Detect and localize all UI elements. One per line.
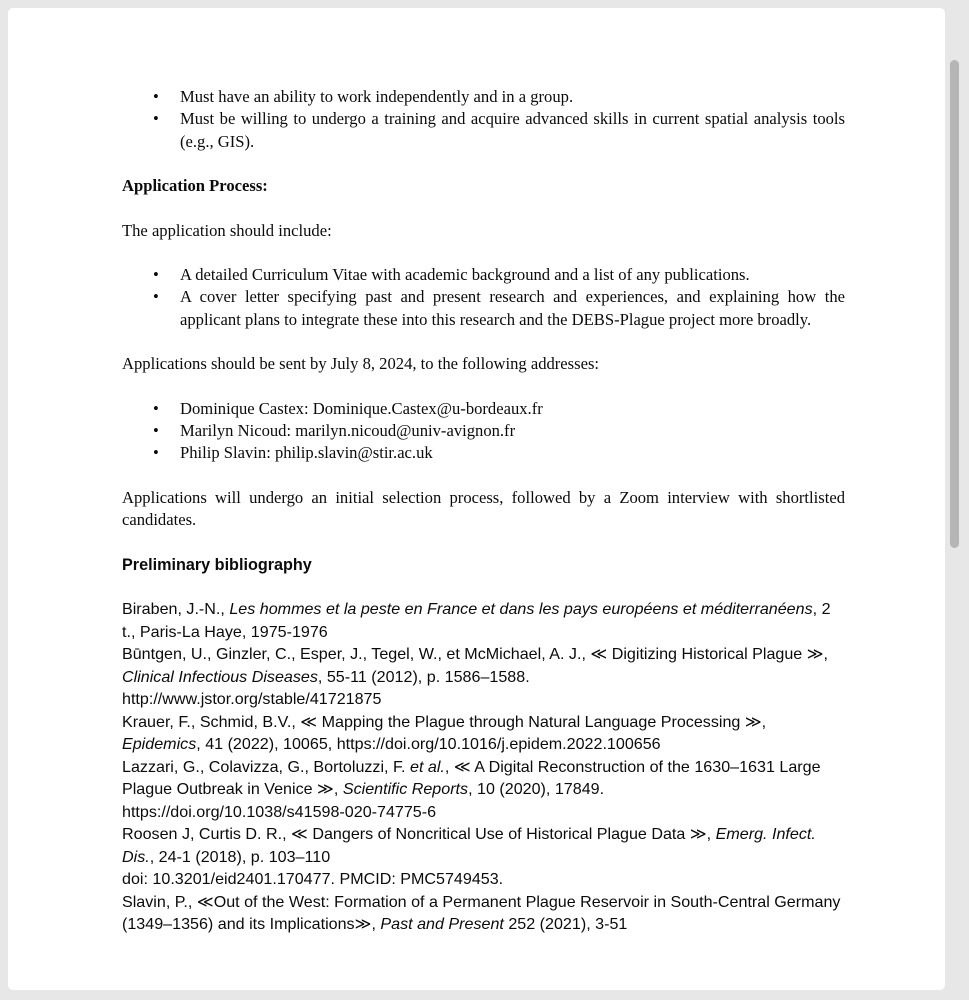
application-intro: The application should include:: [122, 220, 332, 240]
bibliography-text: , ≪ A Digital Reconstruction of the 1630–1631 Large Plague Outbreak in Venice ≫,: [122, 757, 821, 799]
bibliography-entry: [122, 643, 845, 688]
deadline-text: Applications should be sent by July 8, 2024, to the following addresses:: [122, 354, 600, 374]
bibliography-text-italic: Les hommes et la peste en France et dans les pays européens et méditerranéens: [229, 600, 813, 619]
requirement-item: • Must be willing to undergo a training and acquire advanced skills in current spatial analysis tools (e.g., GIS).: [180, 108, 845, 153]
bibliography-text-italic: Emerg. Infect. Dis.: [122, 825, 816, 866]
application-item: • A cover letter specifying past and present research and experiences, and explaining how the applicant plans to integrate these into this research and the DEBS-Plague project more broadly.: [180, 286, 845, 331]
bibliography-text: , 41 (2022), 10065, https://doi.org/10.1016/j.epidem.2022.100656: [196, 735, 661, 754]
requirement-item: • Must have an ability to work independently and in a group.: [180, 86, 845, 108]
bibliography-text: Roosen J, Curtis D. R., ≪ Dangers of Noncritical Use of Historical Plague Data ≫,: [122, 825, 716, 844]
bibliography-text-italic: Epidemics: [122, 735, 197, 754]
bibliography-text: Biraben, J.-N.,: [122, 600, 230, 619]
document-page: [8, 8, 945, 990]
bibliography-text: Krauer, F., Schmid, B.V., ≪ Mapping the Plague through Natural Language Processing ≫,: [122, 712, 767, 731]
bibliography-entry: [122, 598, 845, 643]
bibliography-text: Būntgen, U., Ginzler, C., Esper, J., Tegel, W., et McMichael, A. J., ≪ Digitizing Historical Plague ≫,: [122, 645, 829, 664]
contact-item: • Philip Slavin: philip.slavin@stir.ac.uk: [180, 442, 845, 464]
selection-text: Applications will undergo an initial selection process, followed by a Zoom interview with shortlisted candidates.: [122, 487, 845, 530]
requirements-list: [122, 86, 845, 153]
bibliography-entry: [122, 756, 845, 801]
contacts-list: [122, 398, 845, 465]
contact-item: • Dominique Castex: Dominique.Castex@u-bordeaux.fr: [180, 398, 845, 420]
bibliography-text: , 10 (2020), 17849.: [468, 780, 605, 799]
bibliography-text: , 24-1 (2018), p. 103–110: [149, 847, 331, 866]
bibliography-text-italic: et al.: [410, 757, 445, 776]
bibliography-text: , 55-11 (2012), p. 1586–1588.: [317, 667, 530, 686]
bibliography-heading: Preliminary bibliography: [122, 555, 312, 574]
bibliography-text: doi: 10.3201/eid2401.170477. PMCID: PMC5749453.: [122, 870, 504, 889]
bibliography-text: , 2 t., Paris-La Haye, 1975-1976: [122, 600, 831, 641]
bibliography-text: Lazzari, G., Colavizza, G., Bortoluzzi, F.: [122, 757, 410, 776]
bibliography-entry: [122, 801, 845, 824]
bibliography-text-italic: Past and Present: [380, 915, 504, 934]
bibliography-text: 252 (2021), 3-51: [503, 915, 628, 934]
bibliography-entry: [122, 711, 845, 756]
bibliography-entry: [122, 688, 845, 711]
contact-item: • Marilyn Nicoud: marilyn.nicoud@univ-avignon.fr: [180, 420, 845, 442]
application-process-heading: Application Process:: [122, 176, 268, 196]
application-item: • A detailed Curriculum Vitae with academic background and a list of any publications.: [180, 264, 845, 286]
bibliography: [122, 598, 845, 936]
application-items-list: [122, 264, 845, 331]
bibliography-text-italic: Scientific Reports: [342, 780, 469, 799]
bibliography-entry: [122, 868, 845, 891]
bibliography-text-italic: Clinical Infectious Diseases: [122, 667, 318, 686]
bibliography-text: https://doi.org/10.1038/s41598-020-74775-6: [122, 802, 437, 821]
bibliography-entry: [122, 891, 845, 936]
bibliography-text: http://www.jstor.org/stable/41721875: [122, 690, 382, 709]
scrollbar-thumb[interactable]: [950, 60, 959, 548]
bibliography-entry: [122, 823, 845, 868]
bibliography-text: Slavin, P., ≪Out of the West: Formation of a Permanent Plague Reservoir in South-Central Germany (1349–1356) and its Implications≫,: [122, 892, 841, 934]
